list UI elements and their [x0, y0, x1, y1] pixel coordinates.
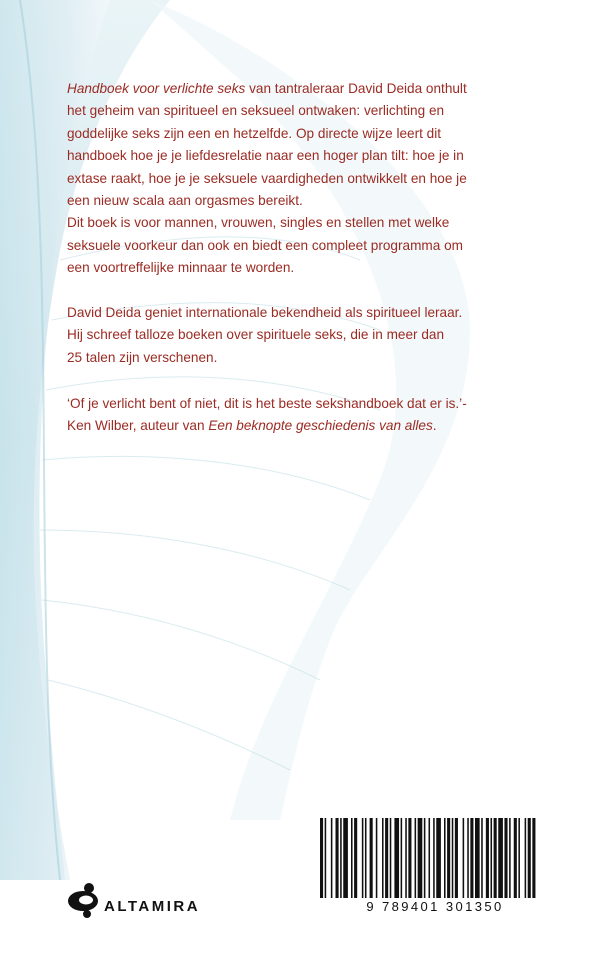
barcode-bar [475, 818, 480, 898]
intro-paragraph [67, 78, 567, 280]
barcode-bar [320, 818, 323, 898]
intro-line: een nieuw scala aan orgasmes bereikt. [67, 193, 303, 209]
barcode-bar [405, 818, 407, 898]
barcode-bar [418, 818, 423, 898]
barcode-bar [408, 818, 411, 898]
publisher-name: ALTAMIRA [104, 898, 201, 915]
barcode-bar [463, 818, 465, 898]
barcode-bar [370, 818, 373, 898]
quote-period: . [432, 418, 437, 434]
quoted-book-title: Een beknopte geschiedenis van alles [208, 418, 433, 434]
author-bio-paragraph [67, 302, 567, 369]
barcode-bar [331, 818, 333, 898]
barcode-bar [525, 818, 527, 898]
intro-line: goddelijke seks zijn een en hetzelfde. Op directe wijze leert dit [67, 125, 442, 141]
intro-line: handboek hoe je je liefdesrelatie naar een hoger plan tilt: hoe je in [67, 148, 464, 164]
barcode-bar [325, 818, 327, 898]
barcode-bar [467, 818, 469, 898]
barcode-bar [455, 818, 458, 898]
intro-line-1-rest: van tantraleraar David Deida onthult [245, 81, 467, 96]
barcode-bar [433, 818, 435, 898]
intro-line: het geheim van spiritueel en seksueel ontwaken: verlichting en [67, 103, 445, 119]
barcode-bar [528, 818, 531, 898]
barcode-bar [481, 818, 483, 898]
endorsement-quote [67, 393, 567, 438]
barcode-bar [382, 818, 384, 898]
bio-line: Hij schreef talloze boeken over spirituele seks, die in meer dan [67, 327, 445, 343]
barcode-bar [394, 818, 399, 898]
barcode-bar [452, 818, 454, 898]
barcode-bar [351, 818, 353, 898]
barcode-bar [436, 818, 441, 898]
barcode-bar [518, 818, 520, 898]
bio-line: 25 talen zijn verschenen. [67, 349, 218, 365]
intro-line: een voortreffelijke minnaar te worden. [67, 260, 295, 276]
barcode-bar [376, 818, 378, 898]
barcode-bar [532, 818, 535, 898]
barcode-bar [343, 818, 348, 898]
quote-attribution: Ken Wilber, auteur van [67, 418, 209, 434]
barcode-bar [447, 818, 450, 898]
intro-line: seksuele voorkeur dan ook en biedt een compleet programma om [67, 237, 463, 253]
barcode-bar [429, 818, 431, 898]
barcode-bar [354, 818, 357, 898]
book-title-italic: Handboek voor verlichte seks [67, 81, 246, 96]
barcode-bar [444, 818, 446, 898]
barcode-bar [486, 818, 489, 898]
bio-line: David Deida geniet internationale bekendheid als spiritueel leraar. [67, 305, 463, 320]
intro-line: extase raakt, hoe je je seksuele vaardigheden ontwikkelt en hoe je [67, 170, 467, 186]
barcode-bar [509, 818, 511, 898]
barcode-bar [514, 818, 517, 898]
quote-line-1: ‘Of je verlicht bent of niet, dit is het beste sekshandboek dat er is.’- [67, 396, 467, 411]
barcode-bar [494, 818, 497, 898]
barcode-bar [491, 818, 493, 898]
barcode-bar [504, 818, 507, 898]
barcode-bar [401, 818, 403, 898]
isbn-number: 9 789401 301350 [366, 899, 504, 914]
barcode-bar [470, 818, 473, 898]
isbn-barcode [316, 818, 554, 898]
barcode-bar [390, 818, 392, 898]
barcode-bar [336, 818, 339, 898]
barcode-bar [365, 818, 367, 898]
barcode-bar [385, 818, 388, 898]
barcode-bar [362, 818, 364, 898]
barcode-bar [498, 818, 503, 898]
quote-line-2 [67, 415, 567, 437]
intro-line: Dit boek is voor mannen, vrouwen, singles en stellen met welke [67, 215, 450, 231]
barcode-bar [415, 818, 417, 898]
barcode-bar [340, 818, 342, 898]
barcode-bar [424, 818, 426, 898]
intro-line-1 [67, 78, 567, 100]
